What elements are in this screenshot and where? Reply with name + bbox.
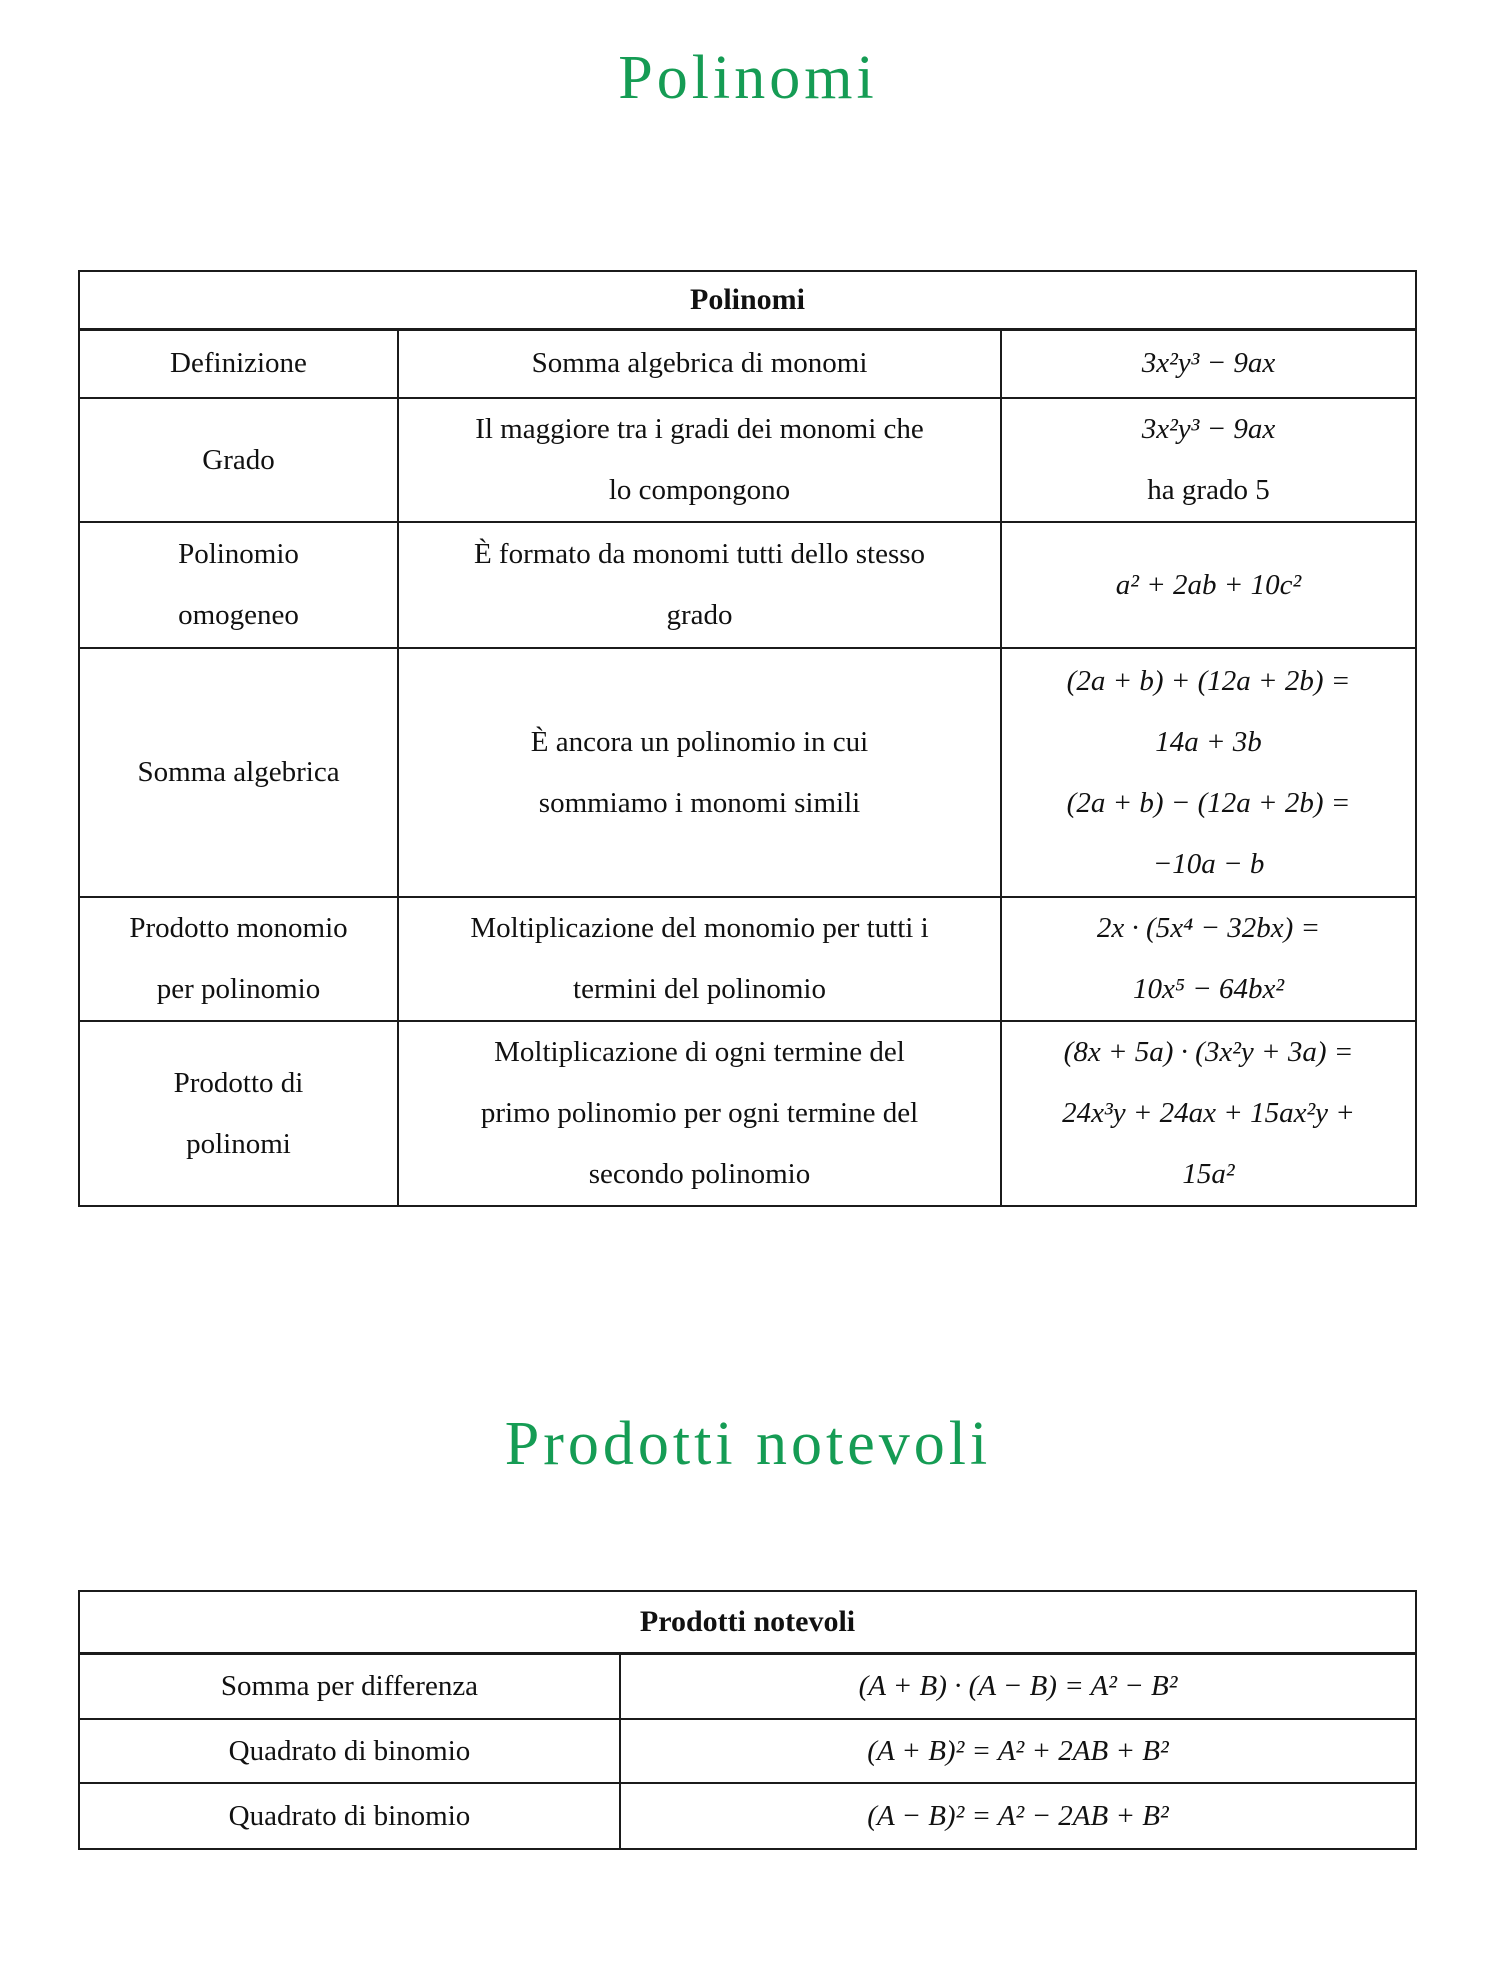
label-line: Prodotto di [173, 1066, 304, 1099]
example-cell [1001, 329, 1416, 398]
example-cell [1001, 398, 1416, 522]
formula-line: 3x²y³ − 9ax [1141, 413, 1276, 445]
page-title-prodotti-notevoli: Prodotti notevoli [504, 1410, 992, 1478]
description-line: primo polinomio per ogni termine del [480, 1097, 919, 1129]
formula-line: 2x · (5x⁴ − 32bx) = [1096, 912, 1321, 944]
page-title-polinomi: Polinomi [618, 44, 878, 112]
table-row-polinomio-omogeneo [79, 522, 1416, 648]
example-cell [1001, 1021, 1416, 1206]
formula-line: a² + 2ab + 10c² [1115, 568, 1302, 601]
formula-cell: (A + B) · (A − B) = A² − B² [620, 1653, 1416, 1719]
table-row-definizione [79, 329, 1416, 398]
label-cell [79, 1021, 398, 1206]
formula-line: 3x²y³ − 9ax [1141, 347, 1276, 380]
description-cell [398, 329, 1001, 398]
table-title: Prodotti notevoli [79, 1591, 1416, 1653]
formula-cell: (A + B)² = A² + 2AB + B² [620, 1719, 1416, 1783]
description-line: Somma algebrica di monomi [531, 347, 868, 380]
formula-line: (2a + b) − (12a + 2b) = [1066, 786, 1351, 819]
label-line: Definizione [170, 347, 307, 380]
label-cell: Quadrato di binomio [79, 1719, 620, 1783]
description-line: termini del polinomio [573, 973, 826, 1005]
prodotti-notevoli-table [78, 1590, 1417, 1850]
label-line: polinomi [186, 1127, 291, 1160]
label-line: omogeneo [178, 599, 299, 631]
description-line: grado [666, 599, 733, 631]
formula-line: 24x³y + 24ax + 15ax²y + [1062, 1097, 1355, 1129]
formula-line: 15a² [1182, 1158, 1235, 1190]
formula-note-line: ha grado 5 [1147, 474, 1270, 506]
formula-line: (2a + b) + (12a + 2b) = [1066, 664, 1351, 697]
description-line: Il maggiore tra i gradi dei monomi che [475, 413, 924, 445]
table-title: Polinomi [79, 271, 1416, 329]
description-line: Moltiplicazione del monomio per tutti i [470, 912, 929, 944]
description-cell [398, 897, 1001, 1021]
description-line: sommiamo i monomi simili [538, 786, 861, 819]
description-line: secondo polinomio [588, 1158, 811, 1190]
label-line: Grado [202, 443, 275, 476]
table-row-quadrato-binomio-somma [79, 1719, 1416, 1783]
description-line: È ancora un polinomio in cui [530, 725, 869, 758]
description-line: lo compongono [608, 474, 791, 506]
example-cell [1001, 897, 1416, 1021]
table-row-quadrato-binomio-differenza [79, 1783, 1416, 1849]
label-cell: Quadrato di binomio [79, 1783, 620, 1849]
formula-line: 14a + 3b [1155, 725, 1262, 758]
formula-line: (8x + 5a) · (3x²y + 3a) = [1063, 1036, 1354, 1068]
table-row-prodotto-monomio [79, 897, 1416, 1021]
label-cell [79, 897, 398, 1021]
label-line: Prodotto monomio [129, 912, 348, 944]
table-row-somma-per-differenza [79, 1653, 1416, 1719]
description-cell [398, 522, 1001, 648]
formula-cell: (A − B)² = A² − 2AB + B² [620, 1783, 1416, 1849]
table-header-row [79, 1591, 1416, 1653]
description-line: Moltiplicazione di ogni termine del [494, 1036, 905, 1068]
description-cell [398, 1021, 1001, 1206]
table-row-grado [79, 398, 1416, 522]
label-cell: Somma per differenza [79, 1653, 620, 1719]
formula-line: 10x⁵ − 64bx² [1132, 973, 1285, 1005]
label-cell [79, 522, 398, 648]
table-row-somma-algebrica [79, 648, 1416, 897]
description-line: È formato da monomi tutti dello stesso [473, 538, 926, 570]
example-cell [1001, 522, 1416, 648]
polinomi-table [78, 270, 1417, 1207]
example-cell [1001, 648, 1416, 897]
label-line: Polinomio [178, 538, 299, 570]
label-line: Somma algebrica [137, 756, 340, 788]
label-cell [79, 398, 398, 522]
label-cell [79, 329, 398, 398]
label-line: per polinomio [156, 973, 321, 1005]
table-row-prodotto-polinomi [79, 1021, 1416, 1206]
table-header-row [79, 271, 1416, 329]
label-cell [79, 648, 398, 897]
formula-line: −10a − b [1152, 847, 1265, 880]
description-cell [398, 398, 1001, 522]
description-cell [398, 648, 1001, 897]
